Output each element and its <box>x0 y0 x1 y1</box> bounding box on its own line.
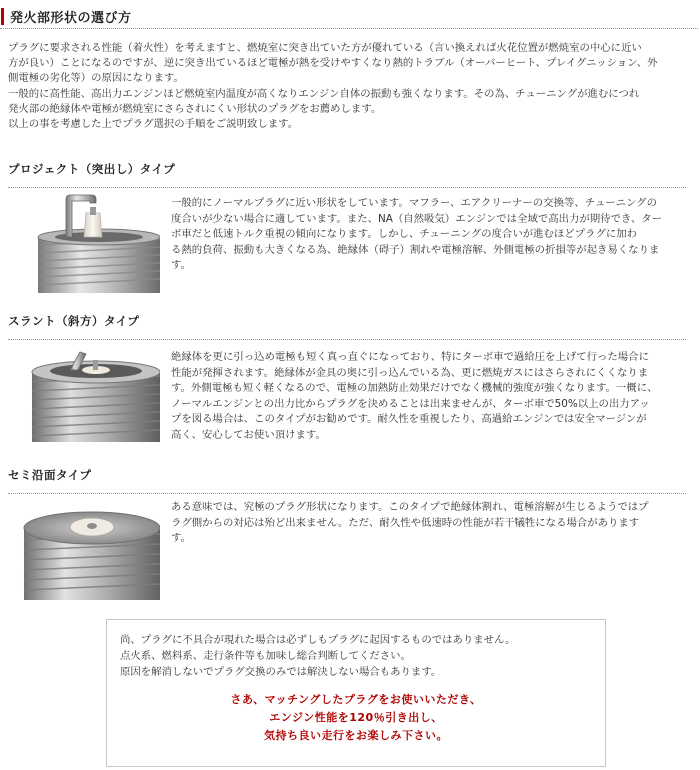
section-divider <box>8 339 686 340</box>
text-line: す。外側電極も短く軽くなるので、電極の加熱防止効果だけでなく機械的強度が強くなります。一概に、 <box>171 382 658 395</box>
cta-line: 気持ち良い走行をお楽しみ下さい。 <box>264 729 448 742</box>
section-title-slant: スラント（斜方）タイプ <box>8 314 140 328</box>
section-title-projected: プロジェクト（突出し）タイプ <box>8 162 176 176</box>
intro-text <box>8 41 688 132</box>
section-title-semi-surface: セミ沿面タイプ <box>8 468 92 482</box>
text-line: 一般的にノーマルプラグに近い形状をしています。マフラー、エアクリーナーの交換等、チューニングの <box>171 197 657 209</box>
intro-line: 以上の事を考慮した上でプラグ選択の手順をご説明致します。 <box>8 118 299 131</box>
slant-plug-image <box>10 346 160 442</box>
cta-line: エンジン性能を120％引き出し、 <box>269 711 443 724</box>
section-divider <box>8 187 686 188</box>
text-line: す。 <box>171 532 191 545</box>
note-line: 尚、プラグに不具合が現れた場合は必ずしもプラグに起因するものではありません。 <box>120 634 516 646</box>
section-text-slant <box>171 350 687 444</box>
semi-surface-plug-image <box>10 500 160 600</box>
intro-line: 一般的に高性能、高出力エンジンほど燃焼室内温度が高くなりエンジン自体の振動も強くなります。その為、チューニングが進むにつれ <box>8 87 640 100</box>
text-line: 度合いが少ない場合に適しています。また、NA（自然吸気）エンジンでは全域で高出力が期待でき、ター <box>171 212 663 225</box>
text-line: 高く、安心してお使い頂けます。 <box>171 428 326 441</box>
text-line: 性能が発揮されます。絶縁体が金具の奥に引っ込んでいる為、更に燃焼ガスにはさらされにくくなりま <box>171 366 649 379</box>
text-line: プを図る場合は、このタイプがお勧めです。耐久性を重視したり、高過給エンジンでは安全マージンが <box>171 413 647 426</box>
text-line: ラグ側からの対応は殆ど出来ません。ただ、耐久性や低速時の性能が若干犠牲になる場合があります <box>171 516 640 529</box>
semi-surface-plug-illustration <box>10 500 160 600</box>
cta-line: さあ、マッチングしたプラグをお使いいただき、 <box>230 693 482 706</box>
page-title: 発火部形状の選び方 <box>10 10 132 26</box>
text-line: ノーマルエンジンとの出力比からプラグを決めることは出来ませんが、ターボ車で50%以上の出力アッ <box>171 397 650 410</box>
projected-plug-image <box>10 193 160 293</box>
text-line: る熱的負荷、振動も大きくなる為、絶縁体（碍子）割れや電極溶解、外側電極の折損等が起き易くなりま <box>171 243 660 256</box>
section-divider <box>8 493 686 494</box>
intro-line: 方が良い）ことになるのですが、逆に突き出ているほど電極が熱を受けやすくなり熱的トラブル（オーバーヒート、プレイグニッション、外 <box>8 57 658 70</box>
note-box <box>106 619 606 767</box>
text-line: 絶縁体を更に引っ込め電極も短く真っ直ぐになっており、特にターボ車で過給圧を上げて行った場合に <box>171 351 649 363</box>
note-line: 原因を解消しないでプラグ交換のみでは解決しない場合もあります。 <box>120 666 442 678</box>
section-text-projected <box>171 196 687 274</box>
intro-line: プラグに要求される性能（着火性）を考えますと、燃焼室に突き出ていた方が優れている（言い換えれば火花位置が燃焼室の中心に近い <box>8 42 642 54</box>
text-line: ある意味では、究極のプラグ形状になります。このタイプで絶縁体割れ、電極溶解が生じるようではプ <box>171 501 649 513</box>
intro-line: 側電極の劣化等）の原因になります。 <box>8 72 184 85</box>
section-text-semi-surface <box>171 500 687 547</box>
text-line: ボ車だと低速トルク重視の傾向になります。しかし、チューニングの度合いが進むほどプラグに加わ <box>171 228 638 241</box>
projected-plug-illustration <box>10 193 160 293</box>
slant-plug-illustration <box>10 346 160 442</box>
page-header <box>0 4 698 29</box>
note-line: 点火系、燃料系、走行条件等も加味し総合判断してください。 <box>120 650 411 662</box>
intro-line: 発火部の絶縁体や電極が燃焼室にさらされにくい形状のプラグをお薦めします。 <box>8 102 382 115</box>
text-line: す。 <box>171 259 191 272</box>
header-accent-bar <box>1 8 4 25</box>
